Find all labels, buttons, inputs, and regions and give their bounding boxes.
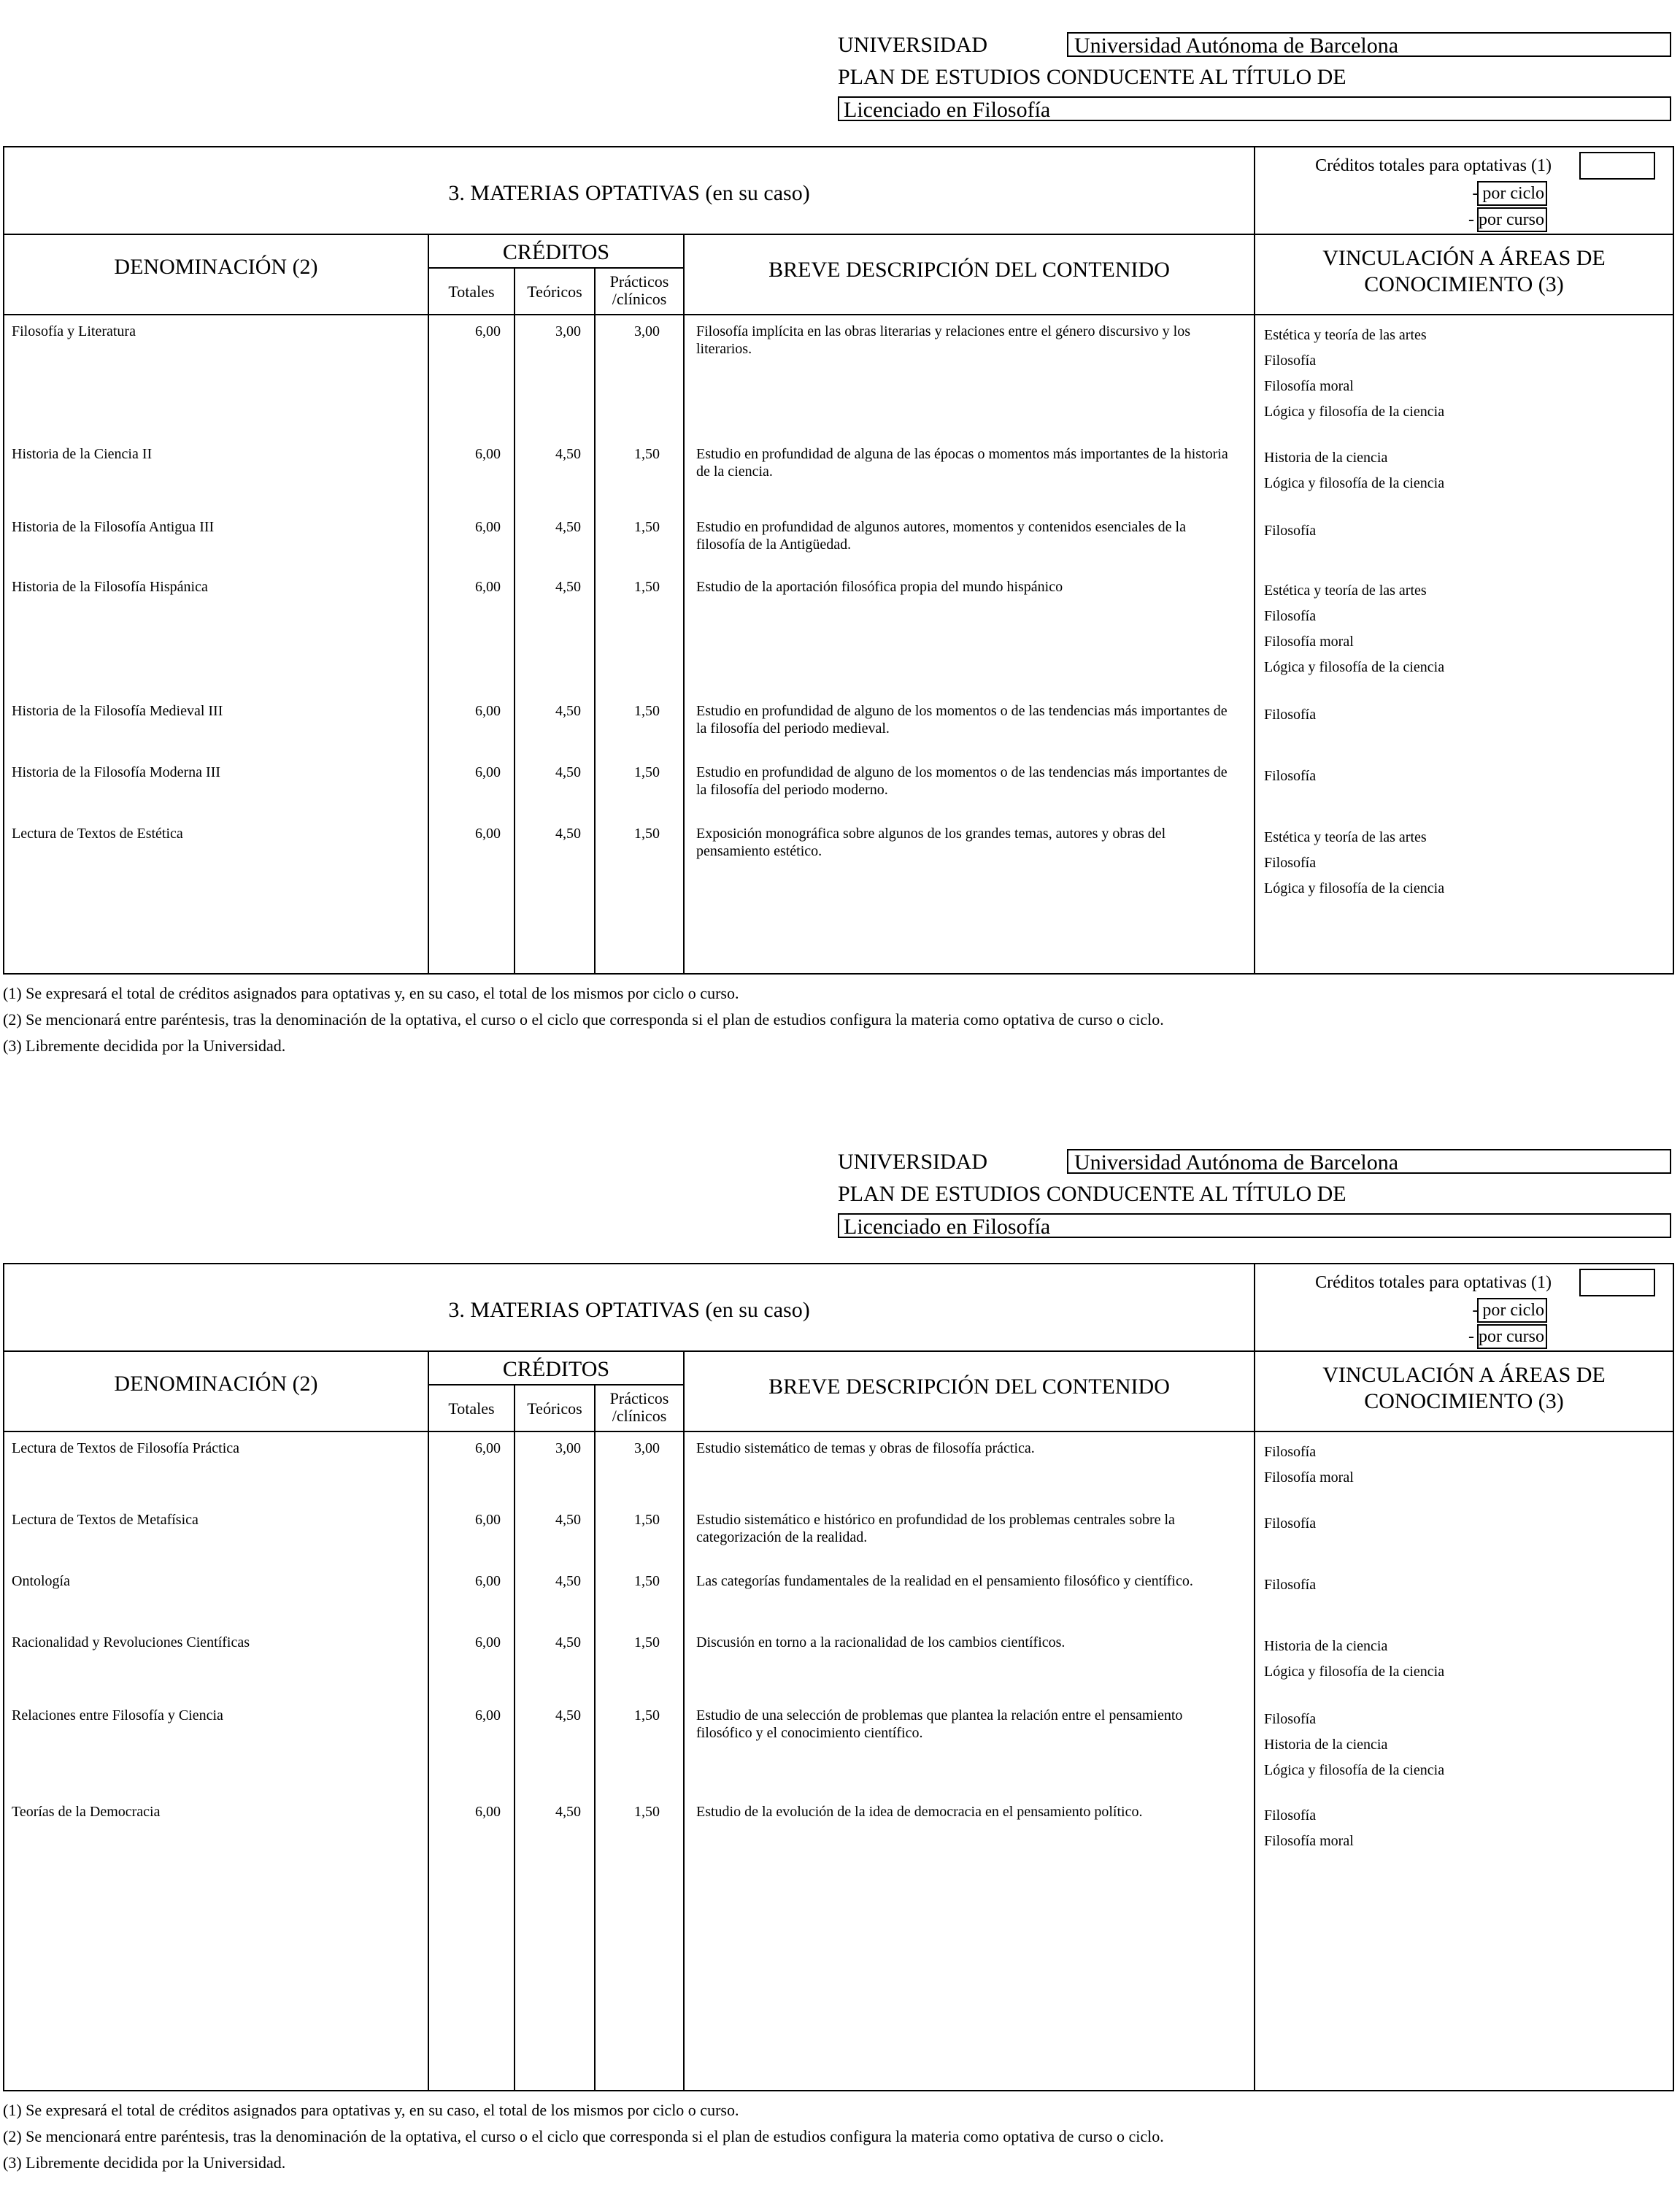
denominacion-cell: Teorías de la Democracia <box>12 1804 161 1820</box>
totales-cell: 6,00 <box>475 519 501 535</box>
footnote: (3) Libremente decidida por la Universidad. <box>3 2153 286 2172</box>
teoricos-cell: 4,50 <box>555 519 581 535</box>
totales-cell: 6,00 <box>475 1512 501 1528</box>
area-item: Filosofía <box>1264 768 1317 784</box>
descripcion-cell: Estudio sistemático e histórico en profundidad de los problemas centrales sobre la categorización de la realidad. <box>696 1512 1175 1545</box>
col-practicos-line-1: Prácticos <box>609 272 669 291</box>
por-ciclo-label: - por ciclo <box>1472 184 1544 203</box>
col-practicos-line-2: /clínicos <box>612 290 667 308</box>
practicos-cell: 1,50 <box>634 579 660 595</box>
descripcion-cell: Estudio en profundidad de alguna de las épocas o momentos más importantes de la historia de la ciencia. <box>696 446 1228 480</box>
table-rule <box>429 1384 685 1386</box>
denominacion-cell: Relaciones entre Filosofía y Ciencia <box>12 1707 223 1723</box>
creditos-totales-label: Créditos totales para optativas (1) <box>1315 156 1552 175</box>
practicos-cell: 1,50 <box>634 1634 660 1650</box>
col-practicos-line-2: /clínicos <box>612 1407 667 1425</box>
col-vinculacion-line-2: CONOCIMIENTO (3) <box>1364 272 1564 296</box>
areas-cell <box>1264 702 1658 728</box>
descripcion-cell: Filosofía implícita en las obras literarias y relaciones entre el género discursivo y los literarios. <box>696 323 1191 357</box>
table-rule <box>594 267 596 973</box>
teoricos-cell: 4,50 <box>555 703 581 719</box>
denominacion-cell: Ontología <box>12 1573 70 1589</box>
totales-cell: 6,00 <box>475 1440 501 1456</box>
titulo-field: Licenciado en Filosofía <box>838 1213 1671 1238</box>
footnote: (1) Se expresará el total de créditos asignados para optativas y, en su caso, el total de los mismos por ciclo o curso. <box>3 984 739 1002</box>
denominacion-cell: Lectura de Textos de Metafísica <box>12 1512 199 1528</box>
universidad-label: UNIVERSIDAD <box>838 1150 987 1174</box>
col-vinculacion-line-1: VINCULACIÓN A ÁREAS DE <box>1322 1363 1606 1387</box>
area-item: Lógica y filosofía de la ciencia <box>1264 659 1445 675</box>
descripcion-cell: Estudio de la aportación filosófica propia del mundo hispánico <box>696 579 1063 595</box>
col-vinculacion <box>1255 245 1673 298</box>
denominacion-cell: Historia de la Filosofía Hispánica <box>12 579 208 595</box>
col-teoricos: Teóricos <box>527 1399 582 1418</box>
practicos-cell: 1,50 <box>634 1573 660 1589</box>
denominacion-cell: Filosofía y Literatura <box>12 323 136 339</box>
area-item: Historia de la ciencia <box>1264 450 1388 466</box>
practicos-cell: 1,50 <box>634 764 660 780</box>
descripcion-cell: Estudio de la evolución de la idea de democracia en el pensamiento político. <box>696 1804 1143 1820</box>
areas-cell <box>1264 1803 1658 1854</box>
universidad-field: Universidad Autónoma de Barcelona <box>1067 32 1671 57</box>
table-rule <box>594 1384 596 2090</box>
area-item: Historia de la ciencia <box>1264 1638 1388 1654</box>
area-item: Filosofía <box>1264 1711 1317 1727</box>
area-item: Historia de la ciencia <box>1264 1737 1388 1753</box>
practicos-cell: 1,50 <box>634 1804 660 1820</box>
practicos-cell: 3,00 <box>634 1440 660 1456</box>
por-curso-label: - por curso <box>1468 210 1544 229</box>
area-item: Filosofía <box>1264 353 1317 369</box>
footnote: (3) Libremente decidida por la Universidad. <box>3 1037 286 1055</box>
teoricos-cell: 3,00 <box>555 323 581 339</box>
area-item: Filosofía <box>1264 608 1317 624</box>
descripcion-cell: Estudio sistemático de temas y obras de filosofía práctica. <box>696 1440 1035 1456</box>
descripcion-cell: Estudio en profundidad de alguno de los momentos o de las tendencias más importantes de la filosofía del periodo medieval. <box>696 703 1228 737</box>
area-item: Estética y teoría de las artes <box>1264 583 1427 599</box>
creditos-totales-box <box>1579 152 1655 180</box>
descripcion-cell: Las categorías fundamentales de la realidad en el pensamiento filosófico y científico. <box>696 1573 1193 1589</box>
area-item: Estética y teoría de las artes <box>1264 327 1427 343</box>
descripcion-cell: Exposición monográfica sobre algunos de los grandes temas, autores y obras del pensamiento estético. <box>696 826 1166 859</box>
col-denominacion: DENOMINACIÓN (2) <box>114 255 318 279</box>
table-rule <box>683 234 685 973</box>
area-item: Filosofía <box>1264 707 1317 723</box>
por-curso-label: - por curso <box>1468 1327 1544 1346</box>
table-rule <box>4 1431 1673 1432</box>
table-rule <box>428 1350 429 2090</box>
universidad-label: UNIVERSIDAD <box>838 33 987 57</box>
descripcion-cell: Estudio en profundidad de algunos autores, momentos y contenidos esenciales de la filosofía de la Antigüedad. <box>696 519 1186 553</box>
col-practicos <box>596 1390 683 1425</box>
footnote: (1) Se expresará el total de créditos asignados para optativas y, en su caso, el total de los mismos por ciclo o curso. <box>3 2101 739 2119</box>
table-rule <box>4 314 1673 315</box>
area-item: Lógica y filosofía de la ciencia <box>1264 1664 1445 1680</box>
col-practicos-line-1: Prácticos <box>609 1389 669 1407</box>
col-vinculacion <box>1255 1362 1673 1415</box>
area-item: Filosofía moral <box>1264 634 1354 650</box>
col-totales: Totales <box>448 1399 495 1418</box>
optativas-credits-block <box>1255 1264 1674 1350</box>
plan-label: PLAN DE ESTUDIOS CONDUCENTE AL TÍTULO DE <box>838 1182 1346 1206</box>
denominacion-cell: Lectura de Textos de Estética <box>12 826 183 842</box>
totales-cell: 6,00 <box>475 1573 501 1589</box>
footnote: (2) Se mencionará entre paréntesis, tras la denominación de la optativa, el curso o el ciclo que corresponda si el plan de estudios configura la materia como optativa de curso o ciclo. <box>3 2127 1164 2145</box>
table-title: 3. MATERIAS OPTATIVAS (en su caso) <box>448 1298 810 1322</box>
table-rule <box>429 267 685 269</box>
descripcion-cell: Estudio de una selección de problemas que plantea la relación entre el pensamiento filosófico y el conocimiento científico. <box>696 1707 1183 1741</box>
practicos-cell: 3,00 <box>634 323 660 339</box>
totales-cell: 6,00 <box>475 764 501 780</box>
teoricos-cell: 4,50 <box>555 1804 581 1820</box>
areas-cell <box>1264 764 1658 789</box>
por-ciclo-box <box>1477 181 1547 206</box>
area-item: Filosofía moral <box>1264 378 1354 394</box>
areas-cell <box>1264 825 1658 902</box>
totales-cell: 6,00 <box>475 1707 501 1723</box>
area-item: Filosofía moral <box>1264 1469 1354 1486</box>
practicos-cell: 1,50 <box>634 519 660 535</box>
table-rule <box>514 267 515 973</box>
areas-cell <box>1264 1634 1658 1685</box>
area-item: Filosofía <box>1264 1577 1317 1593</box>
teoricos-cell: 4,50 <box>555 826 581 842</box>
titulo-field: Licenciado en Filosofía <box>838 96 1671 121</box>
footnotes <box>3 2097 1164 2176</box>
optativas-credits-block <box>1255 147 1674 234</box>
area-item: Filosofía moral <box>1264 1833 1354 1849</box>
teoricos-cell: 4,50 <box>555 1512 581 1528</box>
footnotes <box>3 980 1164 1059</box>
area-item: Filosofía <box>1264 1444 1317 1460</box>
practicos-cell: 1,50 <box>634 446 660 462</box>
area-item: Filosofía <box>1264 855 1317 871</box>
area-item: Lógica y filosofía de la ciencia <box>1264 475 1445 491</box>
areas-cell <box>1264 1511 1658 1537</box>
col-descripcion: BREVE DESCRIPCIÓN DEL CONTENIDO <box>768 1375 1170 1399</box>
teoricos-cell: 4,50 <box>555 1707 581 1723</box>
totales-cell: 6,00 <box>475 1634 501 1650</box>
practicos-cell: 1,50 <box>634 703 660 719</box>
table-rule <box>683 1350 685 2090</box>
descripcion-cell: Estudio en profundidad de alguno de los momentos o de las tendencias más importantes de la filosofía del periodo moderno. <box>696 764 1228 798</box>
teoricos-cell: 4,50 <box>555 1573 581 1589</box>
totales-cell: 6,00 <box>475 1804 501 1820</box>
area-item: Filosofía <box>1264 523 1317 539</box>
totales-cell: 6,00 <box>475 703 501 719</box>
col-practicos <box>596 273 683 308</box>
plan-label: PLAN DE ESTUDIOS CONDUCENTE AL TÍTULO DE <box>838 65 1346 89</box>
por-ciclo-box <box>1477 1298 1547 1323</box>
teoricos-cell: 4,50 <box>555 1634 581 1650</box>
areas-cell <box>1264 1707 1658 1783</box>
col-creditos: CRÉDITOS <box>502 240 610 264</box>
area-item: Filosofía <box>1264 1515 1317 1531</box>
page-2 <box>0 1117 1680 2206</box>
col-vinculacion-line-2: CONOCIMIENTO (3) <box>1364 1389 1564 1413</box>
col-teoricos: Teóricos <box>527 283 582 301</box>
areas-cell <box>1264 1440 1658 1491</box>
area-item: Estética y teoría de las artes <box>1264 829 1427 845</box>
table-rule <box>428 234 429 973</box>
area-item: Filosofía <box>1264 1807 1317 1823</box>
table-rule <box>4 234 1673 235</box>
areas-cell <box>1264 518 1658 544</box>
areas-cell <box>1264 323 1658 425</box>
practicos-cell: 1,50 <box>634 1707 660 1723</box>
totales-cell: 6,00 <box>475 579 501 595</box>
por-ciclo-label: - por ciclo <box>1472 1301 1544 1320</box>
footnote: (2) Se mencionará entre paréntesis, tras la denominación de la optativa, el curso o el ciclo que corresponda si el plan de estudios configura la materia como optativa de curso o ciclo. <box>3 1010 1164 1029</box>
denominacion-cell: Historia de la Filosofía Antigua III <box>12 519 215 535</box>
table-rule <box>1254 314 1255 973</box>
descripcion-cell: Discusión en torno a la racionalidad de los cambios científicos. <box>696 1634 1066 1650</box>
optativas-table <box>3 1263 1674 2091</box>
denominacion-cell: Historia de la Filosofía Medieval III <box>12 703 223 719</box>
teoricos-cell: 4,50 <box>555 579 581 595</box>
area-item: Lógica y filosofía de la ciencia <box>1264 1762 1445 1778</box>
por-curso-box <box>1477 207 1547 232</box>
areas-cell <box>1264 445 1658 496</box>
table-title: 3. MATERIAS OPTATIVAS (en su caso) <box>448 181 810 205</box>
table-rule <box>4 1350 1673 1352</box>
creditos-totales-label: Créditos totales para optativas (1) <box>1315 1273 1552 1292</box>
practicos-cell: 1,50 <box>634 826 660 842</box>
teoricos-cell: 4,50 <box>555 764 581 780</box>
areas-cell <box>1264 578 1658 680</box>
por-curso-box <box>1477 1324 1547 1349</box>
totales-cell: 6,00 <box>475 323 501 339</box>
col-vinculacion-line-1: VINCULACIÓN A ÁREAS DE <box>1322 246 1606 270</box>
universidad-field: Universidad Autónoma de Barcelona <box>1067 1149 1671 1174</box>
col-denominacion: DENOMINACIÓN (2) <box>114 1372 318 1396</box>
teoricos-cell: 3,00 <box>555 1440 581 1456</box>
practicos-cell: 1,50 <box>634 1512 660 1528</box>
denominacion-cell: Historia de la Filosofía Moderna III <box>12 764 221 780</box>
totales-cell: 6,00 <box>475 826 501 842</box>
totales-cell: 6,00 <box>475 446 501 462</box>
col-totales: Totales <box>448 283 495 301</box>
table-rule <box>514 1384 515 2090</box>
denominacion-cell: Lectura de Textos de Filosofía Práctica <box>12 1440 240 1456</box>
creditos-totales-box <box>1579 1269 1655 1296</box>
teoricos-cell: 4,50 <box>555 446 581 462</box>
col-creditos: CRÉDITOS <box>502 1357 610 1381</box>
denominacion-cell: Historia de la Ciencia II <box>12 446 153 462</box>
area-item: Lógica y filosofía de la ciencia <box>1264 404 1445 420</box>
page-1 <box>0 0 1680 1089</box>
denominacion-cell: Racionalidad y Revoluciones Científicas <box>12 1634 250 1650</box>
area-item: Lógica y filosofía de la ciencia <box>1264 880 1445 896</box>
col-descripcion: BREVE DESCRIPCIÓN DEL CONTENIDO <box>768 258 1170 282</box>
optativas-table <box>3 146 1674 975</box>
areas-cell <box>1264 1572 1658 1598</box>
